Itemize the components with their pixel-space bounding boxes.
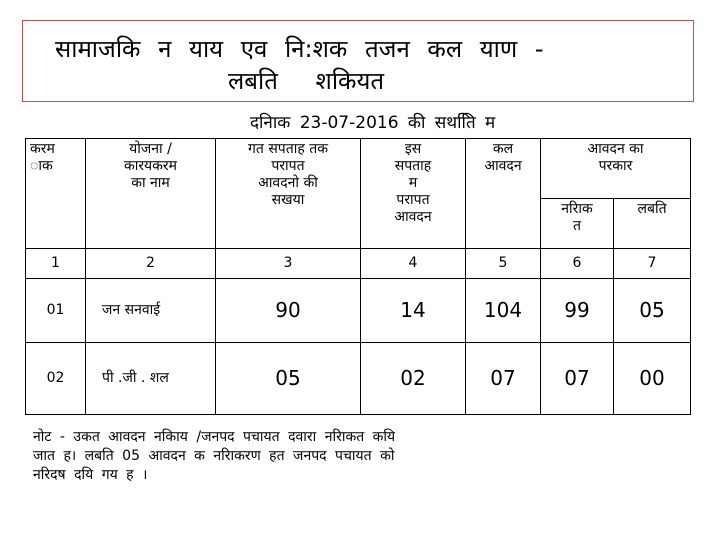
row-total: 104 (466, 279, 541, 343)
row-serial: 02 (26, 343, 86, 415)
row-this-week: 14 (361, 279, 466, 343)
table-row (26, 343, 691, 415)
header-serial: करम ाक (26, 139, 86, 249)
header-pending: लबति (614, 199, 691, 249)
header-this-week: इस सपताह म परापत आवदन (361, 139, 466, 249)
row-total: 07 (466, 343, 541, 415)
header-application-type: आवदन का परकार (541, 139, 691, 199)
col-number-5: 5 (466, 249, 541, 279)
status-table (25, 138, 691, 415)
row-serial: 01 (26, 279, 86, 343)
date-line: दनिाक 23-07-2016 की सथतिि म (250, 113, 496, 133)
header-scheme: योजना / कारयकरम का नाम (86, 139, 216, 249)
note-line-2: जात ह। लबति 05 आवदन क नरािकरण हत जनपद पचायत को (33, 448, 395, 464)
header-resolved: नरािक त (541, 199, 614, 249)
row-resolved: 07 (541, 343, 614, 415)
title-line-2: लबति शकियत (228, 67, 385, 95)
row-previous: 05 (216, 343, 361, 415)
col-number-1: 1 (26, 249, 86, 279)
row-scheme-name: पी .जी . शल (86, 343, 216, 415)
col-number-7: 7 (614, 249, 691, 279)
note-line-3: नरिदष दयि गय ह । (33, 467, 148, 483)
header-previous-week: गत सपताह तक परापत आवदनो की सखया (216, 139, 361, 249)
col-number-3: 3 (216, 249, 361, 279)
title-line-1: सामाजकि न याय एव नि:शक तजन कल याण - (55, 35, 544, 63)
row-resolved: 99 (541, 279, 614, 343)
row-pending: 00 (614, 343, 691, 415)
note-line-1: नोट - उकत आवदन नकिाय /जनपद पचायत दवारा नरिाकत कयि (33, 429, 396, 445)
table-row (26, 279, 691, 343)
col-number-4: 4 (361, 249, 466, 279)
header-total: कल आवदन (466, 139, 541, 249)
row-pending: 05 (614, 279, 691, 343)
row-this-week: 02 (361, 343, 466, 415)
col-number-2: 2 (86, 249, 216, 279)
row-scheme-name: जन सनवाई (86, 279, 216, 343)
col-number-6: 6 (541, 249, 614, 279)
note (33, 428, 693, 485)
title-box (22, 20, 694, 102)
row-previous: 90 (216, 279, 361, 343)
